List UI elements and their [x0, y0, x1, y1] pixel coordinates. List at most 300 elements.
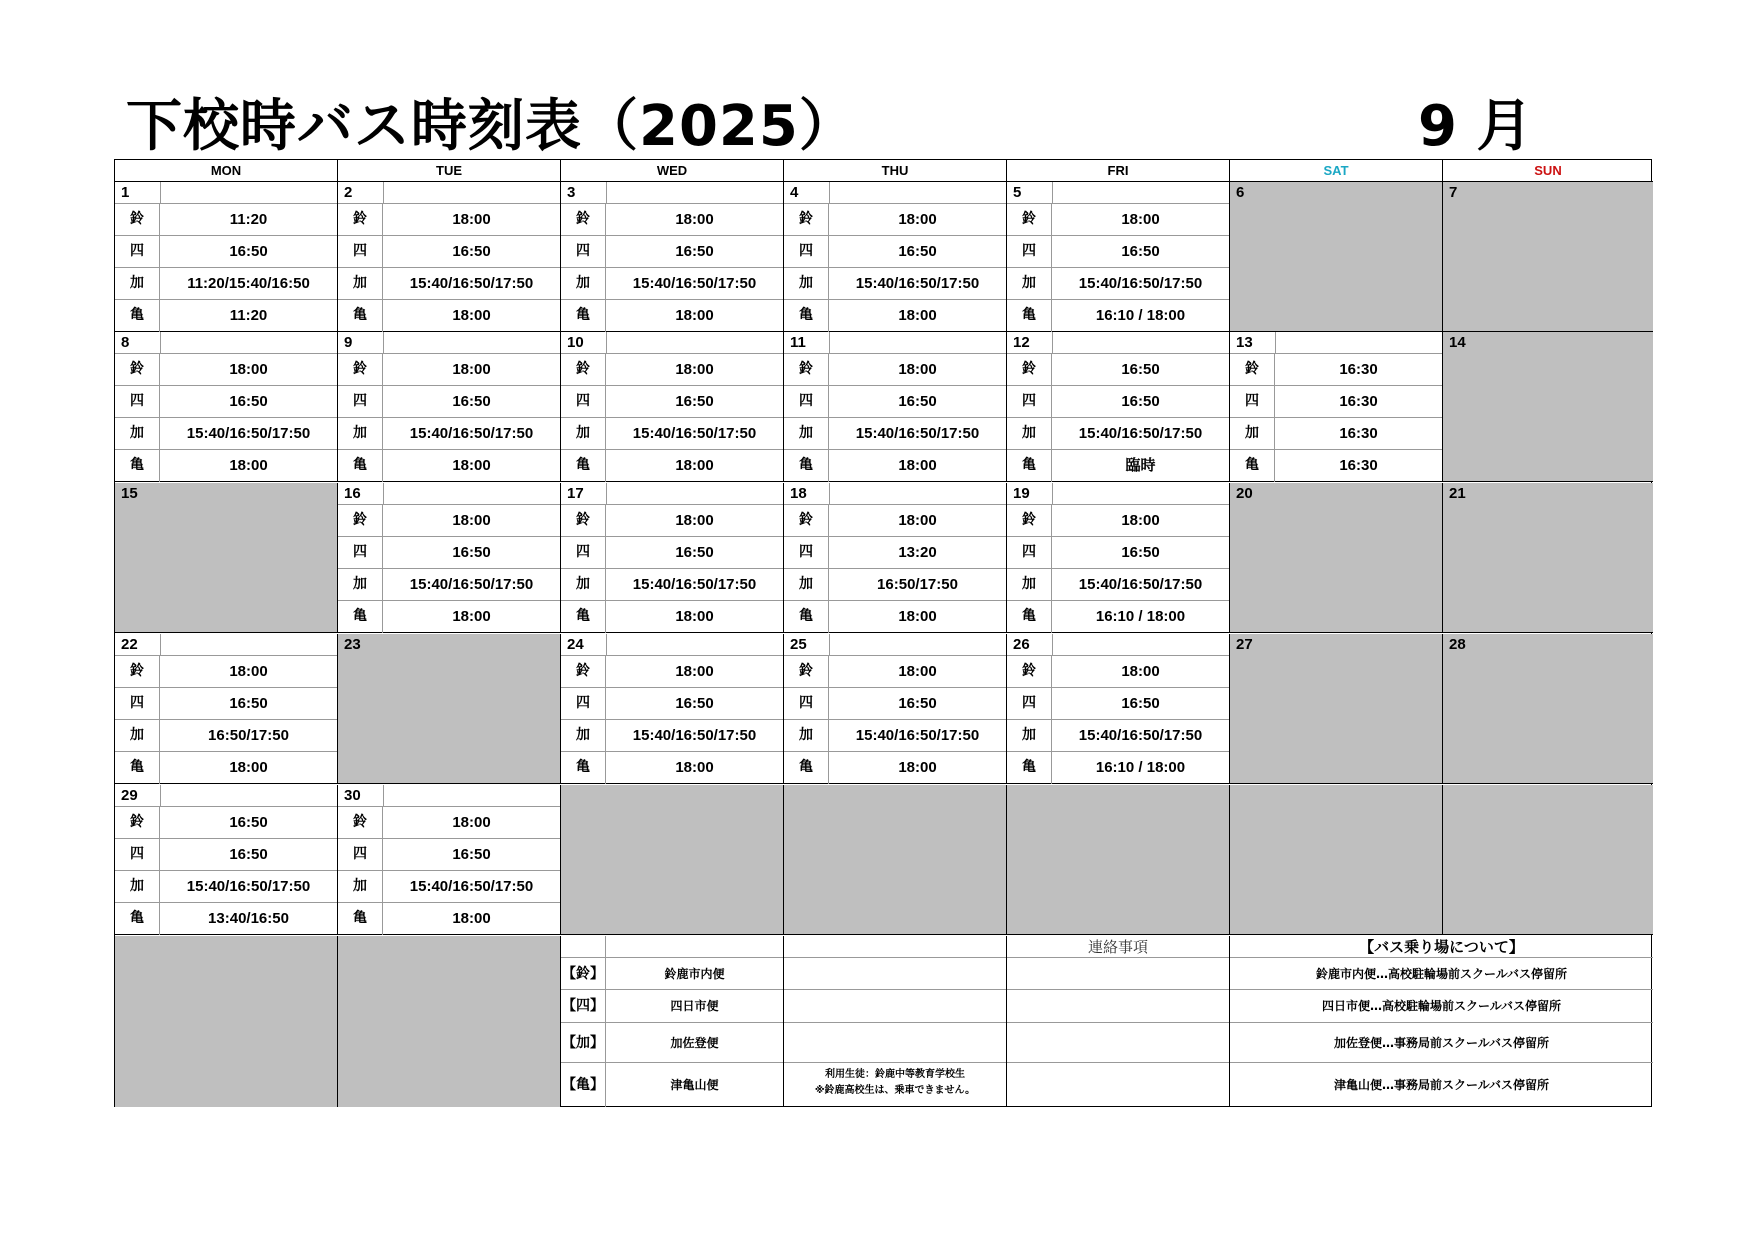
route-code: 加 — [338, 871, 383, 902]
bus-time-row — [338, 601, 560, 633]
day-number-row — [1007, 483, 1229, 505]
divider — [829, 483, 830, 504]
bus-time-row — [115, 720, 337, 752]
route-code: 加 — [1230, 418, 1275, 449]
day-number-row — [115, 182, 337, 204]
departure-times: 16:50 — [229, 243, 268, 260]
bus-time-row — [784, 537, 1006, 569]
bus-time-row — [115, 236, 337, 268]
bus-time-row — [561, 300, 783, 332]
bus-time-row — [1007, 601, 1229, 633]
bus-time-row — [561, 386, 783, 418]
bus-time-row — [1007, 537, 1229, 569]
route-code: 四 — [115, 839, 160, 870]
day-cell — [1443, 332, 1653, 482]
day-number: 4 — [790, 184, 799, 201]
departure-times: 16:50 — [1121, 544, 1160, 561]
legend-row — [561, 958, 783, 990]
departure-times: 16:50 — [452, 846, 491, 863]
departure-times: 18:00 — [452, 814, 491, 831]
route-code-box: 【亀】 — [561, 1063, 606, 1107]
departure-times: 18:00 — [1121, 663, 1160, 680]
bus-time-row — [784, 300, 1006, 332]
day-number-row — [115, 785, 337, 807]
departure-times: 15:40/16:50/17:50 — [1078, 727, 1203, 744]
route-code: 亀 — [1007, 752, 1052, 784]
eligibility-note: 利用生徒：鈴鹿中等教育学校生 — [825, 1069, 965, 1080]
day-number: 14 — [1449, 334, 1466, 351]
departure-times: 18:00 — [1121, 512, 1160, 529]
day-number: 30 — [344, 787, 361, 804]
route-code: 加 — [561, 268, 606, 299]
day-number-row — [784, 483, 1006, 505]
route-name: 加佐登便 — [670, 1036, 719, 1050]
day-number: 3 — [567, 184, 576, 201]
route-code: 亀 — [784, 601, 829, 633]
bus-stop-location: 津亀山便…事務局前スクールバス停留所 — [1334, 1078, 1549, 1092]
departure-times: 13:20 — [898, 544, 937, 561]
bus-time-row — [1007, 450, 1229, 482]
day-number: 13 — [1236, 334, 1253, 351]
bus-time-row — [561, 204, 783, 236]
departure-times: 16:30 — [1339, 457, 1378, 474]
day-cell — [115, 785, 338, 935]
route-code: 四 — [561, 386, 606, 417]
day-number: 25 — [790, 636, 807, 653]
departure-times: 15:40/16:50/17:50 — [409, 878, 534, 895]
departure-times: 15:40/16:50/17:50 — [1078, 425, 1203, 442]
day-number: 24 — [567, 636, 584, 653]
bus-time-row — [115, 903, 337, 935]
day-number: 27 — [1236, 636, 1253, 653]
route-code: 鈴 — [1007, 204, 1052, 235]
day-cell — [115, 483, 338, 633]
departure-times: 16:50 — [898, 243, 937, 260]
day-number: 19 — [1013, 485, 1030, 502]
route-code: 加 — [1007, 569, 1052, 600]
route-name: 四日市便 — [670, 999, 719, 1013]
bus-time-row — [115, 354, 337, 386]
departure-times: 16:50 — [452, 393, 491, 410]
departure-times: 18:00 — [898, 759, 937, 776]
route-code: 加 — [338, 268, 383, 299]
bus-time-row — [115, 688, 337, 720]
note-row — [784, 990, 1006, 1023]
day-cell — [1007, 483, 1230, 633]
bus-stop-header — [1230, 936, 1653, 958]
day-number: 11 — [790, 334, 806, 351]
route-code-box — [561, 936, 606, 957]
route-code: 加 — [784, 720, 829, 751]
departure-times: 16:10 / 18:00 — [1095, 307, 1186, 324]
divider — [829, 182, 830, 203]
departure-times: 15:40/16:50/17:50 — [855, 425, 980, 442]
weekday-header-sat: SAT — [1230, 160, 1443, 182]
day-number: 23 — [344, 636, 361, 653]
departure-times: 15:40/16:50/17:50 — [632, 275, 757, 292]
route-code: 亀 — [1007, 300, 1052, 332]
departure-times: 15:40/16:50/17:50 — [632, 727, 757, 744]
day-number-row — [1007, 182, 1229, 204]
divider — [606, 634, 607, 655]
bus-time-row — [1230, 450, 1442, 482]
bus-time-row — [115, 807, 337, 839]
day-number-row — [561, 182, 783, 204]
route-code: 四 — [1230, 386, 1275, 417]
departure-times: 18:00 — [675, 512, 714, 529]
day-number: 22 — [121, 636, 138, 653]
contact-title: 連絡事項 — [1087, 938, 1148, 956]
route-code: 亀 — [338, 601, 383, 633]
day-cell — [1443, 182, 1653, 332]
note-row — [784, 958, 1006, 990]
bus-time-row — [561, 268, 783, 300]
bus-time-row — [338, 807, 560, 839]
day-number: 21 — [1449, 485, 1466, 502]
route-code: 鈴 — [561, 505, 606, 536]
contact-header — [1007, 936, 1229, 958]
route-code: 加 — [784, 418, 829, 449]
departure-times: 16:50 — [452, 544, 491, 561]
departure-times: 臨時 — [1125, 457, 1156, 474]
day-number: 7 — [1449, 184, 1458, 201]
bus-time-row — [338, 204, 560, 236]
departure-times: 18:00 — [898, 361, 937, 378]
day-cell — [1230, 182, 1443, 332]
departure-times: 16:50 — [1121, 393, 1160, 410]
divider — [383, 182, 384, 203]
route-legend — [561, 936, 784, 1107]
day-number-row — [784, 182, 1006, 204]
day-number: 15 — [121, 485, 138, 502]
departure-times: 18:00 — [675, 759, 714, 776]
day-number-row — [1230, 332, 1442, 354]
day-number: 9 — [344, 334, 353, 351]
route-code: 亀 — [1230, 450, 1275, 482]
departure-times: 18:00 — [229, 759, 268, 776]
route-code: 加 — [338, 569, 383, 600]
day-cell — [1443, 634, 1653, 784]
departure-times: 18:00 — [452, 608, 491, 625]
bus-time-row — [338, 569, 560, 601]
bus-time-row — [561, 236, 783, 268]
departure-times: 15:40/16:50/17:50 — [632, 425, 757, 442]
route-code: 亀 — [784, 450, 829, 482]
route-code-box: 【鈴】 — [561, 958, 606, 989]
departure-times: 18:00 — [898, 307, 937, 324]
divider — [383, 785, 384, 806]
weekday-header-thu: THU — [784, 160, 1007, 182]
departure-times: 16:50 — [1121, 243, 1160, 260]
route-code: 鈴 — [1230, 354, 1275, 385]
departure-times: 16:50 — [675, 695, 714, 712]
day-number: 16 — [344, 485, 361, 502]
bus-time-row — [1007, 720, 1229, 752]
route-code: 加 — [561, 418, 606, 449]
bus-stop-location: 加佐登便…事務局前スクールバス停留所 — [1334, 1036, 1549, 1050]
bus-time-row — [1230, 418, 1442, 450]
departure-times: 16:50 — [675, 393, 714, 410]
bus-time-row — [115, 450, 337, 482]
departure-times: 16:50 — [898, 393, 937, 410]
contact-row — [1007, 958, 1229, 990]
bus-stop-location: 鈴鹿市内便…高校駐輪場前スクールバス停留所 — [1316, 967, 1567, 981]
route-code: 四 — [115, 688, 160, 719]
departure-times: 18:00 — [675, 361, 714, 378]
bus-time-row — [784, 204, 1006, 236]
route-code: 鈴 — [115, 807, 160, 838]
bus-time-row — [784, 656, 1006, 688]
day-number-row — [115, 634, 337, 656]
day-cell — [784, 785, 1007, 935]
bus-time-row — [115, 300, 337, 332]
bus-time-row — [1007, 656, 1229, 688]
bus-time-row — [338, 839, 560, 871]
day-number: 1 — [121, 184, 130, 201]
day-number-row — [561, 634, 783, 656]
divider — [160, 332, 161, 353]
route-code: 亀 — [115, 300, 160, 332]
route-code: 亀 — [115, 752, 160, 784]
bus-time-row — [784, 450, 1006, 482]
route-code: 四 — [338, 537, 383, 568]
bus-time-row — [115, 418, 337, 450]
bus-stop-row — [1230, 958, 1653, 990]
route-code: 四 — [561, 537, 606, 568]
legend-row — [561, 1063, 783, 1107]
route-code: 四 — [1007, 688, 1052, 719]
divider — [606, 182, 607, 203]
departure-times: 18:00 — [229, 361, 268, 378]
route-code: 鈴 — [1007, 354, 1052, 385]
departure-times: 15:40/16:50/17:50 — [632, 576, 757, 593]
bus-time-row — [784, 752, 1006, 784]
departure-times: 16:30 — [1339, 425, 1378, 442]
day-number: 8 — [121, 334, 130, 351]
route-code: 亀 — [784, 752, 829, 784]
route-code: 亀 — [338, 300, 383, 332]
bus-time-row — [338, 268, 560, 300]
day-number-row — [1007, 332, 1229, 354]
departure-times: 16:50/17:50 — [208, 727, 289, 744]
departure-times: 18:00 — [229, 663, 268, 680]
route-code: 鈴 — [1007, 505, 1052, 536]
departure-times: 16:50 — [675, 243, 714, 260]
departure-times: 16:50/17:50 — [877, 576, 958, 593]
weekday-header-sun: SUN — [1443, 160, 1653, 182]
route-name: 津亀山便 — [670, 1078, 719, 1092]
route-code: 加 — [115, 720, 160, 751]
route-code: 四 — [115, 386, 160, 417]
departure-times: 16:10 / 18:00 — [1095, 759, 1186, 776]
route-code: 加 — [115, 268, 160, 299]
route-code: 鈴 — [338, 354, 383, 385]
departure-times: 11:20 — [229, 307, 268, 324]
route-code: 亀 — [1007, 450, 1052, 482]
departure-times: 18:00 — [229, 457, 268, 474]
day-number-row — [784, 634, 1006, 656]
route-code-box: 【加】 — [561, 1023, 606, 1062]
departure-times: 16:50 — [229, 814, 268, 831]
divider — [829, 634, 830, 655]
contact-row — [1007, 1063, 1229, 1107]
day-cell — [1007, 332, 1230, 482]
departure-times: 18:00 — [1121, 211, 1160, 228]
bus-time-row — [784, 688, 1006, 720]
empty-block — [115, 936, 338, 1107]
route-code: 加 — [561, 569, 606, 600]
bus-time-row — [784, 354, 1006, 386]
bus-time-row — [115, 268, 337, 300]
bus-time-row — [1007, 300, 1229, 332]
departure-times: 18:00 — [898, 608, 937, 625]
departure-times: 15:40/16:50/17:50 — [186, 425, 311, 442]
day-number: 18 — [790, 485, 807, 502]
bus-stop-info — [1230, 936, 1653, 1107]
route-code: 四 — [338, 236, 383, 267]
bus-time-row — [1007, 505, 1229, 537]
bus-time-row — [784, 418, 1006, 450]
departure-times: 11:20/15:40/16:50 — [187, 275, 310, 292]
divider — [606, 483, 607, 504]
day-number-row — [338, 182, 560, 204]
departure-times: 15:40/16:50/17:50 — [409, 275, 534, 292]
divider — [1052, 634, 1053, 655]
bus-time-row — [561, 720, 783, 752]
route-code: 四 — [1007, 386, 1052, 417]
route-code: 加 — [784, 569, 829, 600]
day-cell — [561, 785, 784, 935]
weekday-header-wed: WED — [561, 160, 784, 182]
bus-time-row — [338, 505, 560, 537]
bus-time-row — [115, 839, 337, 871]
day-cell — [1443, 785, 1653, 935]
departure-times: 18:00 — [452, 457, 491, 474]
route-code: 鈴 — [784, 354, 829, 385]
bus-time-row — [1007, 688, 1229, 720]
day-number-row — [115, 332, 337, 354]
departure-times: 18:00 — [898, 512, 937, 529]
departure-times: 16:50 — [229, 695, 268, 712]
bus-time-row — [338, 236, 560, 268]
departure-times: 16:50 — [898, 695, 937, 712]
weekday-header-tue: TUE — [338, 160, 561, 182]
day-cell — [338, 634, 561, 784]
day-cell — [1230, 483, 1443, 633]
bus-time-row — [1230, 386, 1442, 418]
timetable-calendar — [114, 159, 1652, 1107]
day-cell — [561, 483, 784, 633]
day-number-row — [338, 785, 560, 807]
legend-header-row — [561, 936, 783, 958]
bus-time-row — [784, 505, 1006, 537]
route-code: 鈴 — [338, 204, 383, 235]
bus-time-row — [561, 354, 783, 386]
day-cell — [1007, 182, 1230, 332]
departure-times: 18:00 — [898, 457, 937, 474]
divider — [1052, 182, 1053, 203]
day-number-row — [784, 332, 1006, 354]
bus-time-row — [784, 720, 1006, 752]
route-code: 鈴 — [784, 204, 829, 235]
departure-times: 16:50 — [675, 544, 714, 561]
day-cell — [784, 483, 1007, 633]
bus-time-row — [115, 871, 337, 903]
departure-times: 16:50 — [452, 243, 491, 260]
route-code: 四 — [561, 236, 606, 267]
month-label: 9 月 — [1418, 94, 1533, 159]
day-cell — [1230, 634, 1443, 784]
route-code: 加 — [784, 268, 829, 299]
route-code: 加 — [561, 720, 606, 751]
departure-times: 18:00 — [452, 307, 491, 324]
departure-times: 18:00 — [452, 910, 491, 927]
route-code: 四 — [338, 386, 383, 417]
bus-time-row — [784, 386, 1006, 418]
route-code: 四 — [1007, 236, 1052, 267]
day-cell — [1230, 785, 1443, 935]
day-cell — [561, 634, 784, 784]
bus-time-row — [115, 752, 337, 784]
divider — [383, 332, 384, 353]
day-cell — [115, 634, 338, 784]
bus-time-row — [561, 752, 783, 784]
route-code: 四 — [561, 688, 606, 719]
divider — [606, 332, 607, 353]
departure-times: 16:50 — [229, 393, 268, 410]
bus-time-row — [784, 268, 1006, 300]
day-number: 26 — [1013, 636, 1030, 653]
departure-times: 15:40/16:50/17:50 — [186, 878, 311, 895]
bus-time-row — [115, 204, 337, 236]
route-code: 四 — [1007, 537, 1052, 568]
departure-times: 18:00 — [898, 663, 937, 680]
departure-times: 16:50 — [1121, 695, 1160, 712]
bus-time-row — [561, 418, 783, 450]
note-row — [784, 1063, 1006, 1107]
route-name — [606, 936, 783, 957]
route-code: 四 — [784, 236, 829, 267]
departure-times: 18:00 — [675, 608, 714, 625]
day-cell — [784, 332, 1007, 482]
departure-times: 15:40/16:50/17:50 — [855, 727, 980, 744]
bus-time-row — [1007, 386, 1229, 418]
day-number: 28 — [1449, 636, 1466, 653]
bus-time-row — [561, 688, 783, 720]
route-code: 亀 — [561, 752, 606, 784]
bus-time-row — [115, 656, 337, 688]
route-code: 加 — [1007, 720, 1052, 751]
divider — [1052, 483, 1053, 504]
bus-time-row — [338, 418, 560, 450]
departure-times: 16:30 — [1339, 393, 1378, 410]
route-code: 加 — [115, 418, 160, 449]
bus-stop-location: 四日市便…高校駐輪場前スクールバス停留所 — [1322, 999, 1561, 1013]
divider — [1275, 332, 1276, 353]
bus-time-row — [1007, 569, 1229, 601]
route-code-box: 【四】 — [561, 990, 606, 1022]
departure-times: 15:40/16:50/17:50 — [1078, 275, 1203, 292]
route-code: 加 — [338, 418, 383, 449]
bus-stop-title: 【バス乗り場について】 — [1359, 938, 1524, 956]
bus-time-row — [115, 386, 337, 418]
departure-times: 16:10 / 18:00 — [1095, 608, 1186, 625]
contact-column — [1007, 936, 1230, 1107]
bus-stop-row — [1230, 1023, 1653, 1063]
route-code: 四 — [784, 386, 829, 417]
departure-times: 15:40/16:50/17:50 — [409, 576, 534, 593]
note-row — [784, 1023, 1006, 1063]
